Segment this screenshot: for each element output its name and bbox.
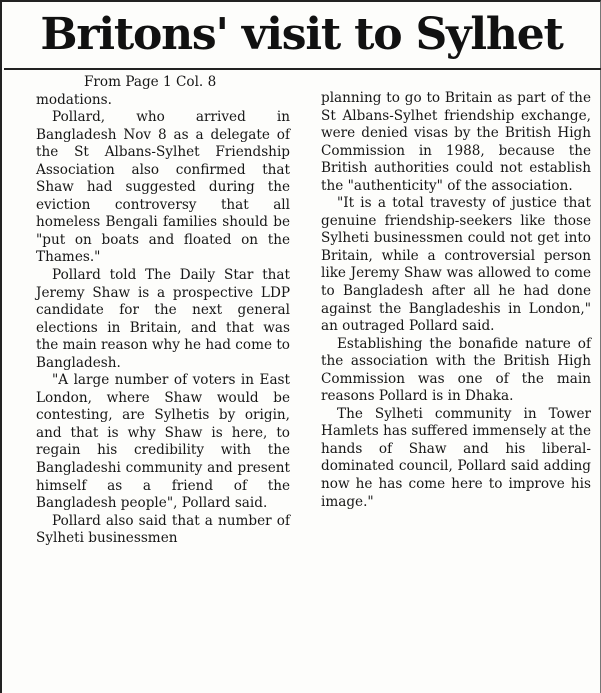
article-column-left	[36, 74, 290, 548]
article-column-right	[321, 90, 591, 511]
paragraph: Pollard, who arrived in Bangladesh Nov 8 as a delegate of the St Albans-Sylhet Friendship Association also confirmed that Shaw had suggested during the eviction controversy that all homeless Bengali families should be "put on boats and floated on the Thames."	[36, 109, 290, 266]
paragraph: "A large number of voters in East London, where Shaw would be contesting, are Sylhetis by origin, and that is why Shaw is here, to regain his credibility with the Bangladeshi community and present himself as a friend of the Bangladesh people", Pollard said.	[36, 372, 290, 512]
headline: Britons' visit to Sylhet	[40, 9, 563, 60]
paragraph: "It is a total travesty of justice that genuine friendship-seekers like those Sylheti businessmen could not get into Britain, while a controversial person like Jeremy Shaw was allowed to come to Bangladesh after all he had done against the Bangladeshis in London," an outraged Pollard said.	[321, 195, 591, 335]
paragraph: Establishing the bonafide nature of the association with the British High Commission was one of the main reasons Pollard is in Dhaka.	[321, 335, 591, 405]
jump-line: From Page 1 Col. 8	[84, 74, 217, 90]
paragraph: modations.	[36, 91, 112, 108]
paragraph: planning to go to Britain as part of the St Albans-Sylhet friendship exchange, were denied visas by the British High Commission in 1988, because the British authorities could not establish the "authenticity" of the association.	[321, 90, 591, 194]
paragraph: Pollard told The Daily Star that Jeremy Shaw is a prospective LDP candidate for the next general elections in Britain, and that was the main reason why he had come to Bangladesh.	[36, 267, 290, 371]
paragraph: The Sylheti community in Tower Hamlets has suffered immensely at the hands of Shaw and his liberal-dominated council, Pollard said adding now he has come here to improve his image."	[321, 405, 591, 510]
headline-rule	[4, 68, 601, 70]
paragraph: Pollard also said that a number of Sylheti businessmen	[36, 512, 290, 547]
